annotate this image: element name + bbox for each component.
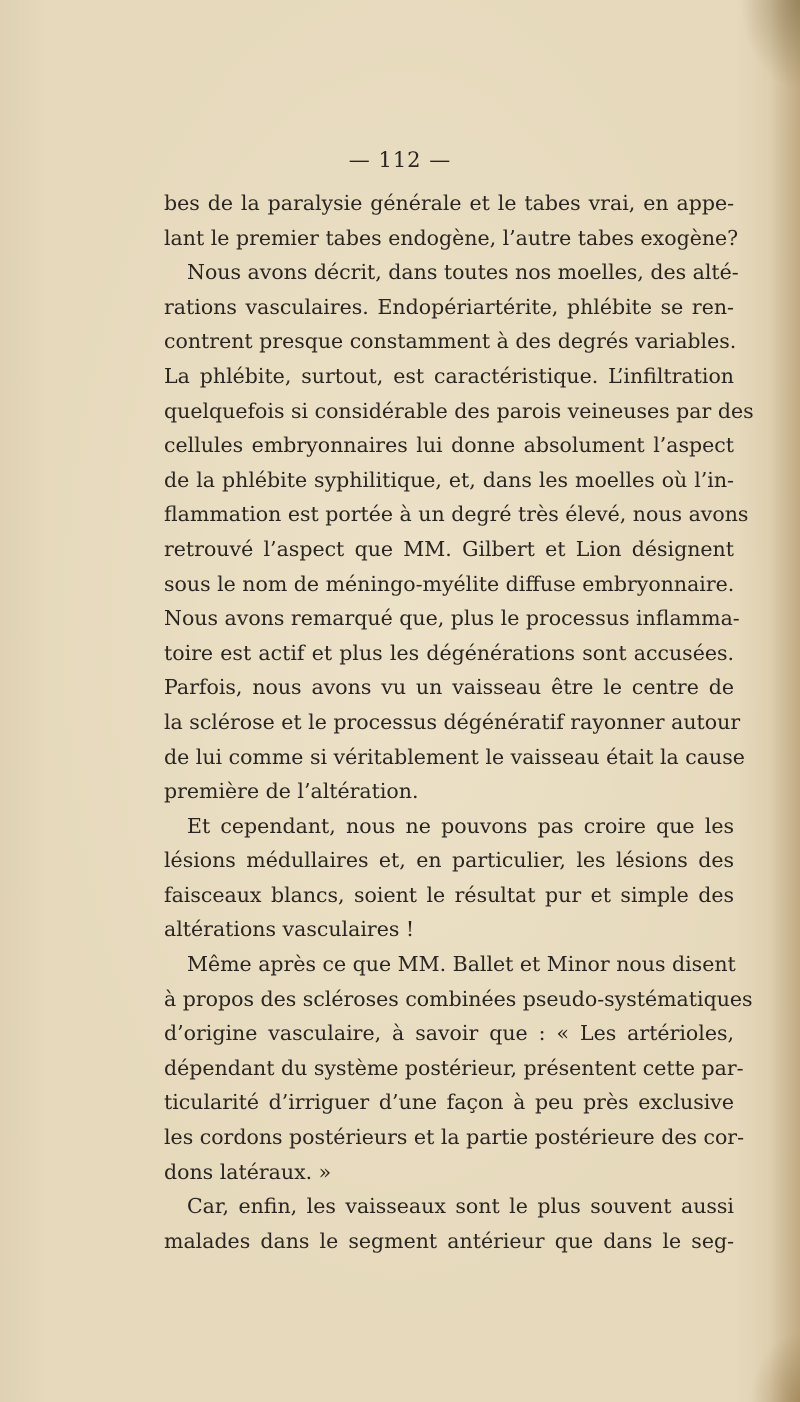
text-line: ticularité d’irriguer d’une façon à peu près exclusive — [164, 1090, 734, 1115]
corner-stain-top — [740, 0, 800, 90]
text-line: Et cependant, nous ne pouvons pas croire que les — [187, 813, 734, 838]
text-line: retrouvé l’aspect que MM. Gilbert et Lion désignent — [164, 536, 734, 561]
text-line: lant le premier tabes endogène, l’autre tabes exogène? — [164, 225, 739, 250]
text-line: d’origine vasculaire, à savoir que : « Les artérioles, — [164, 1021, 734, 1046]
text-line: contrent presque constamment à des degrés variables. — [164, 329, 737, 354]
page-edge-shadow — [770, 0, 800, 1402]
text-line: Car, enfin, les vaisseaux sont le plus souvent aussi — [187, 1194, 734, 1219]
text-line: à propos des scléroses combinées pseudo-systématiques — [164, 986, 753, 1011]
text-line: Même après ce que MM. Ballet et Minor nous disent — [187, 952, 736, 977]
text-line: faisceaux blancs, soient le résultat pur et simple des — [164, 882, 734, 907]
text-line: première de l’altération. — [164, 779, 419, 804]
text-line: La phlébite, surtout, est caractéristique. L’infiltration — [164, 363, 734, 388]
text-line: flammation est portée à un degré très élevé, nous avons — [164, 502, 749, 527]
text-line: altérations vasculaires ! — [164, 917, 415, 942]
text-line: les cordons postérieurs et la partie postérieure des cor- — [164, 1125, 745, 1150]
page-number: — 112 — — [348, 148, 452, 172]
text-line: Parfois, nous avons vu un vaisseau être le centre de — [164, 675, 734, 700]
text-line: Nous avons décrit, dans toutes nos moelles, des alté- — [187, 260, 739, 285]
body-text — [164, 186, 754, 1258]
text-line: cellules embryonnaires lui donne absolument l’aspect — [164, 433, 734, 458]
text-line: dépendant du système postérieur, présentent cette par- — [164, 1055, 744, 1080]
text-line: la sclérose et le processus dégénératif rayonner autour — [164, 709, 741, 734]
text-line: malades dans le segment antérieur que dans le seg- — [164, 1228, 734, 1253]
text-line: toire est actif et plus les dégénérations sont accusées. — [164, 640, 734, 665]
text-line: dons latéraux. » — [164, 1159, 332, 1184]
text-line: rations vasculaires. Endopériartérite, phlébite se ren- — [164, 294, 734, 319]
corner-stain-bottom — [750, 1332, 800, 1402]
text-line: sous le nom de méningo-myélite diffuse embryonnaire. — [164, 571, 735, 596]
text-line: de lui comme si véritablement le vaisseau était la cause — [164, 744, 745, 769]
text-line: Nous avons remarqué que, plus le processus inflamma- — [164, 606, 740, 631]
text-line: lésions médullaires et, en particulier, les lésions des — [164, 848, 734, 873]
text-line: bes de la paralysie générale et le tabes vrai, en appe- — [164, 191, 734, 215]
text-line: quelquefois si considérable des parois veineuses par des — [164, 398, 754, 423]
text-line: de la phlébite syphilitique, et, dans les moelles où l’in- — [164, 467, 734, 492]
